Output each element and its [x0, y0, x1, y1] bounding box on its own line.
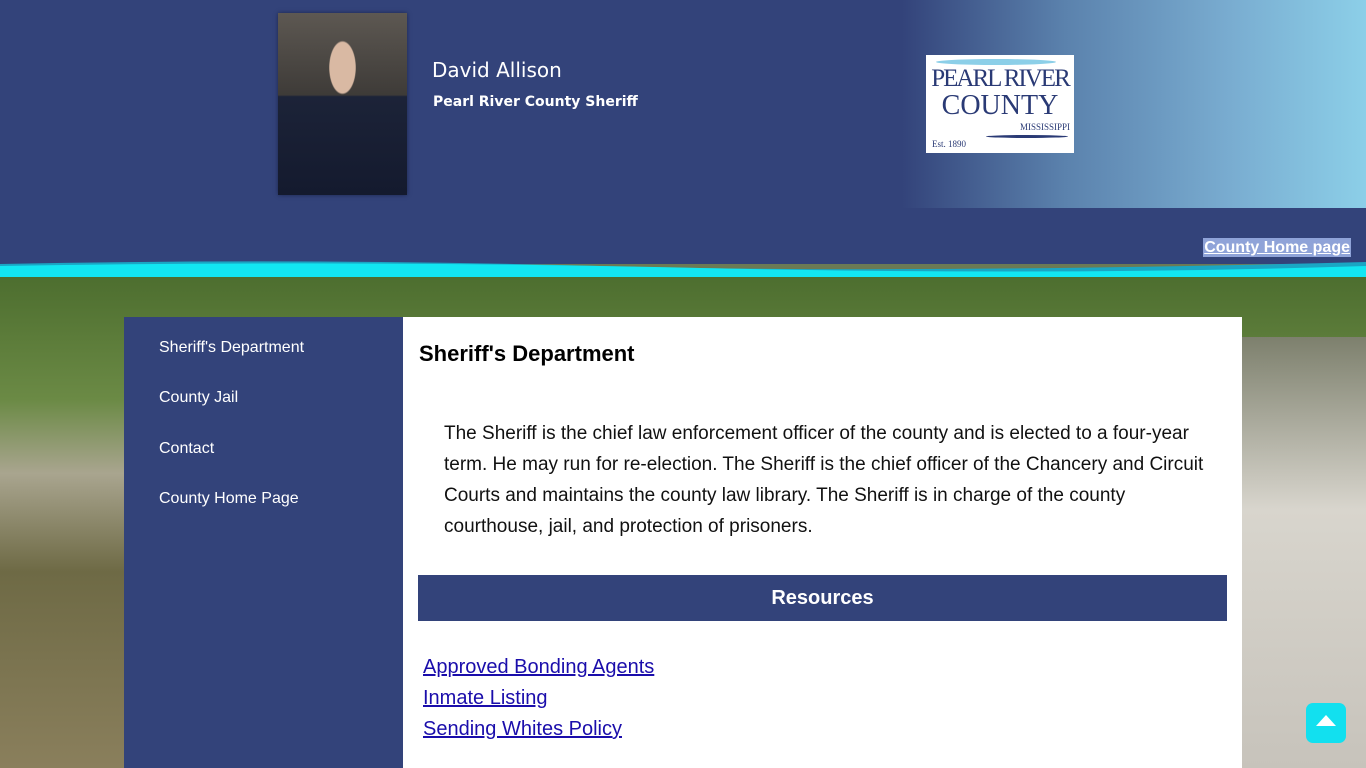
logo-line1: PEARL RIVER [931, 65, 1069, 92]
header-banner [0, 0, 1366, 208]
main-content [403, 317, 1242, 768]
logo-wave [986, 135, 1068, 138]
logo-line3: MISSISSIPPI [1019, 122, 1070, 132]
resources-heading: Resources [418, 575, 1227, 621]
logo-line4: Est. 1890 [932, 139, 967, 149]
scroll-to-top-button[interactable] [1306, 703, 1346, 743]
county-home-link[interactable]: County Home page [1204, 239, 1350, 256]
sheriff-photo [278, 13, 407, 195]
wave-divider [0, 256, 1366, 278]
resource-links [423, 652, 654, 745]
link-sending-whites-policy[interactable]: Sending Whites Policy [423, 718, 622, 740]
link-approved-bonding-agents[interactable]: Approved Bonding Agents [423, 656, 655, 678]
sidebar-item-county-jail[interactable]: County Jail [159, 389, 239, 406]
logo-line2: COUNTY [941, 90, 1059, 121]
sidebar-item-sheriffs-department[interactable]: Sheriff's Department [159, 339, 305, 356]
link-inmate-listing[interactable]: Inmate Listing [423, 687, 548, 709]
sidebar-item-county-home-page[interactable]: County Home Page [159, 490, 299, 507]
county-logo[interactable] [926, 55, 1074, 153]
sheriff-title: Pearl River County Sheriff [433, 94, 638, 110]
page-title: Sheriff's Department [419, 341, 635, 366]
sheriff-name: David Allison [432, 58, 562, 82]
description-paragraph: The Sheriff is the chief law enforcement officer of the county and is elected to a four-year term. He may run for re-election. The Sheriff is the chief officer of the Chancery and Circuit Courts and maintains the county law library. The Sheriff is in charge of the county courthouse, jail, and protection of prisoners. [444, 423, 1204, 537]
sidebar-item-contact[interactable]: Contact [159, 440, 215, 457]
sidebar [124, 317, 403, 768]
